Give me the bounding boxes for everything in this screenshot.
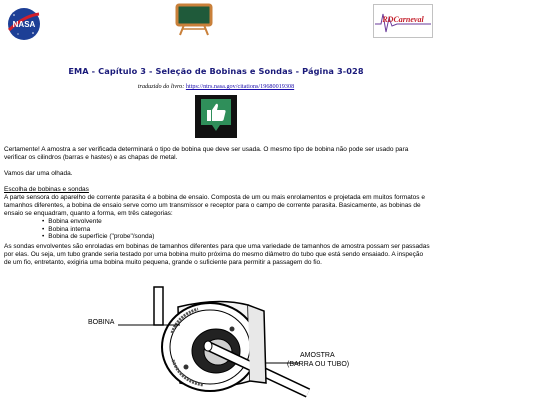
section-heading: Escolha de bobinas e sondas [4, 186, 89, 193]
chalkboard-icon [174, 2, 214, 36]
intro-paragraph: Certamente! A amostra a ser verificada determinará o tipo de bobina que deve ser usada. O mesmo tipo de bobina não pode ser usado para verificar os cilindros (barras e hastes) e as chapas de metal. [4, 146, 409, 161]
thumbs-up-icon [195, 95, 237, 138]
list-item: • Bobina de superfície ("probe"/sonda) [42, 233, 430, 241]
translation-source [0, 83, 432, 90]
page-title: EMA - Capítulo 3 - Seleção de Bobinas e Sondas - Página 3-028 [68, 66, 364, 76]
encircling-coil-diagram [88, 285, 368, 405]
section-body: A parte sensora do aparelho de corrente parasita é a bobina de ensaio. Composta de um ou mais enrolamentos e projetada em muitos formatos e tamanhos diferentes, a bobina de ensaio serve como um transmissor e receptor para o campo de corrente parasita. Basicamente, as bobinas de ensaio se enquadram, quanto a forma, em três categorias: [4, 193, 425, 217]
lead-in-text: Vamos dar uma olhada. [4, 170, 73, 177]
coil-selection-section [4, 186, 430, 241]
coil-label: BOBINA [88, 319, 115, 326]
encircling-probes-paragraph: As sondas envolventes são enroladas em bobinas de tamanhos diferentes para que uma variedade de tamanhos de amostra possam ser passadas por elas. Ou seja, um tubo grande seria testado por uma bobina muito próxima do mesmo diâmetro do tubo que está sendo ensaiado. A inspeção de um fio, entretanto, exigiria uma bobina muito pequena, grande o suficiente para permitir a passagem do fio. [4, 243, 430, 266]
list-item: • Bobina envolvente [42, 218, 430, 226]
sample-label: AMOSTRA [300, 352, 335, 359]
nasa-logo [6, 6, 42, 42]
coil-type-list [4, 218, 430, 242]
sample-label-detail: (BARRA OU TUBO) [287, 361, 350, 368]
translation-prefix: traduzido do livro: [137, 83, 185, 90]
list-item: • Bobina interna [42, 226, 430, 234]
rdcarneval-logo-text: RDCarneval [382, 15, 424, 24]
rdcarneval-logo [373, 4, 433, 38]
source-link[interactable]: https://ntrs.nasa.gov/citations/19680019308 [185, 83, 295, 90]
nasa-logo-text: NASA [12, 20, 36, 29]
